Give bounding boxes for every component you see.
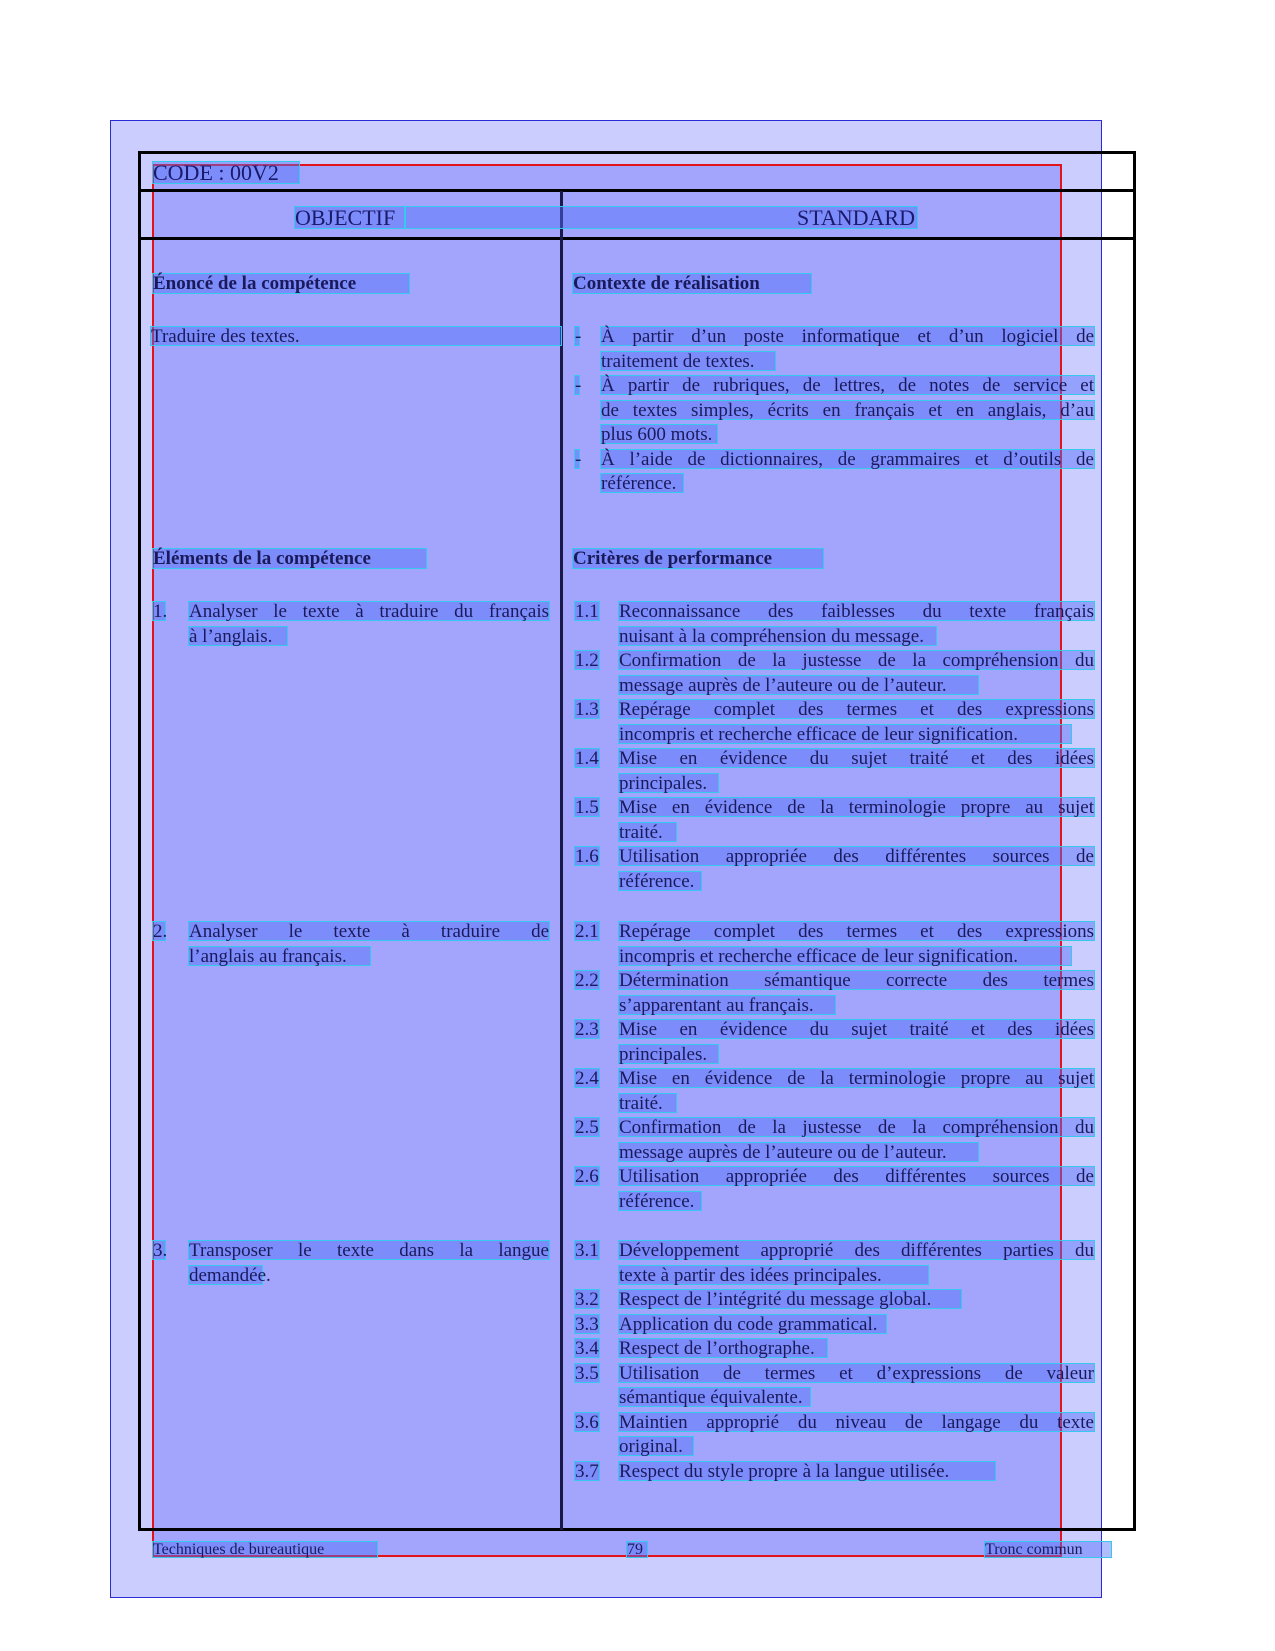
criterion-line: s’apparentant au français. xyxy=(618,995,836,1015)
criterion-number: 3.7 xyxy=(575,1460,599,1482)
criterion-line: Confirmation de la justesse de la compréhension du xyxy=(619,650,1094,671)
criterion-number: 2.3 xyxy=(575,1019,599,1040)
element-line: l’anglais au français. xyxy=(188,946,371,966)
footer-right: Tronc commun xyxy=(984,1541,1112,1558)
criterion-line: Utilisation appropriée des différentes sources de xyxy=(619,846,1094,867)
criterion-line: traité. xyxy=(618,1093,677,1113)
criterion-line: Respect de l’orthographe. xyxy=(618,1338,828,1358)
criterion-line: référence. xyxy=(618,1191,702,1211)
criterion-number: 3.5 xyxy=(575,1362,599,1384)
contexte-bullet: - xyxy=(575,448,582,470)
element-line: à l’anglais. xyxy=(188,626,288,646)
criterion-number: 3.4 xyxy=(575,1338,599,1359)
criterion-line: Respect du style propre à la langue utilisée. xyxy=(618,1461,996,1481)
element-line: demandée. xyxy=(189,1264,271,1286)
element-line: Transposer le texte dans la langue xyxy=(189,1240,549,1261)
contexte-item-line: traitement de textes. xyxy=(600,351,776,371)
elements-title: Éléments de la compétence xyxy=(152,548,427,569)
criterion-line: Mise en évidence du sujet traité et des idées xyxy=(619,1019,1094,1040)
criterion-number: 2.2 xyxy=(575,970,599,991)
criterion-line: message auprès de l’auteure ou de l’auteur. xyxy=(618,675,979,695)
criterion-line: Utilisation appropriée des différentes sources de xyxy=(619,1166,1094,1187)
element-number: 1. xyxy=(153,601,168,622)
criterion-line: Mise en évidence du sujet traité et des idées xyxy=(619,748,1094,769)
criterion-line: Repérage complet des termes et des expressions xyxy=(619,921,1094,942)
criterion-line: Respect de l’intégrité du message global. xyxy=(618,1289,962,1309)
footer-left: Techniques de bureautique xyxy=(152,1541,378,1558)
element-number: 3. xyxy=(153,1240,168,1261)
criterion-number: 2.1 xyxy=(575,921,599,942)
element-line: Analyser le texte à traduire de xyxy=(189,921,549,942)
criterion-number: 2.6 xyxy=(575,1166,599,1187)
criterion-line: référence. xyxy=(618,871,702,891)
element-number: 2. xyxy=(153,921,168,942)
criterion-line: Utilisation de termes et d’expressions de valeur xyxy=(619,1362,1094,1384)
criterion-number: 1.5 xyxy=(575,797,599,818)
criterion-line: Développement approprié des différentes parties du xyxy=(619,1240,1094,1261)
criterion-line: Application du code grammatical. xyxy=(618,1314,887,1334)
contexte-bullet: - xyxy=(575,326,582,347)
criterion-number: 3.6 xyxy=(575,1411,599,1433)
criterion-number: 3.3 xyxy=(575,1313,599,1335)
contexte-item-line: référence. xyxy=(600,473,684,493)
contexte-title: Contexte de réalisation xyxy=(572,273,812,294)
code-label: CODE : 00V2 xyxy=(152,161,300,184)
criterion-number: 1.4 xyxy=(575,748,599,769)
criterion-line: incompris et recherche efficace de leur signification. xyxy=(618,724,1072,744)
criterion-line: Mise en évidence de la terminologie propre au sujet xyxy=(619,797,1094,818)
criterion-line: message auprès de l’auteure ou de l’auteur. xyxy=(618,1142,979,1162)
footer-page-number: 79 xyxy=(626,1541,648,1558)
table-column-divider xyxy=(560,191,563,1530)
criterion-line: principales. xyxy=(618,773,719,793)
header-standard: STANDARD xyxy=(405,206,918,229)
criteres-title: Critères de performance xyxy=(572,548,824,569)
contexte-bullet: - xyxy=(575,375,582,396)
contexte-item-line: À partir de rubriques, de lettres, de notes de service et xyxy=(601,375,1094,396)
enonce-title: Énoncé de la compétence xyxy=(152,273,410,294)
criterion-line: nuisant à la compréhension du message. xyxy=(618,626,937,646)
criterion-line: sémantique équivalente. xyxy=(618,1387,811,1407)
contexte-item-line: plus 600 mots. xyxy=(600,424,718,444)
criterion-number: 1.2 xyxy=(575,650,599,671)
criterion-number: 2.5 xyxy=(575,1117,599,1138)
criterion-number: 1.3 xyxy=(575,699,599,720)
criterion-line: traité. xyxy=(618,822,677,842)
criterion-number: 2.4 xyxy=(575,1068,599,1089)
criterion-line: Mise en évidence de la terminologie propre au sujet xyxy=(619,1068,1094,1089)
contexte-item-line: de textes simples, écrits en français et en anglais, d’au xyxy=(601,399,1094,421)
criterion-line: incompris et recherche efficace de leur signification. xyxy=(618,946,1072,966)
header-objectif: OBJECTIF xyxy=(294,206,405,229)
criterion-line: Maintien approprié du niveau de langage du texte xyxy=(619,1411,1094,1433)
criterion-line: Détermination sémantique correcte des termes xyxy=(619,970,1094,991)
criterion-line: original. xyxy=(618,1436,694,1456)
criterion-number: 3.2 xyxy=(575,1289,599,1310)
contexte-item-line: À partir d’un poste informatique et d’un logiciel de xyxy=(601,326,1094,347)
criterion-line: principales. xyxy=(618,1044,719,1064)
criterion-line: Reconnaissance des faiblesses du texte français xyxy=(619,601,1094,622)
criterion-line: texte à partir des idées principales. xyxy=(618,1265,929,1285)
criterion-number: 1.1 xyxy=(575,601,599,622)
enonce-text: Traduire des textes. xyxy=(150,326,562,346)
criterion-number: 3.1 xyxy=(575,1240,599,1261)
criterion-number: 1.6 xyxy=(575,846,599,867)
table-rule-1 xyxy=(138,189,1136,192)
table-rule-2 xyxy=(138,237,1136,240)
criterion-line: Confirmation de la justesse de la compréhension du xyxy=(619,1117,1094,1138)
contexte-item-line: À l’aide de dictionnaires, de grammaires et d’outils de xyxy=(601,448,1094,470)
criterion-line: Repérage complet des termes et des expressions xyxy=(619,699,1094,720)
element-line: Analyser le texte à traduire du français xyxy=(189,601,549,622)
